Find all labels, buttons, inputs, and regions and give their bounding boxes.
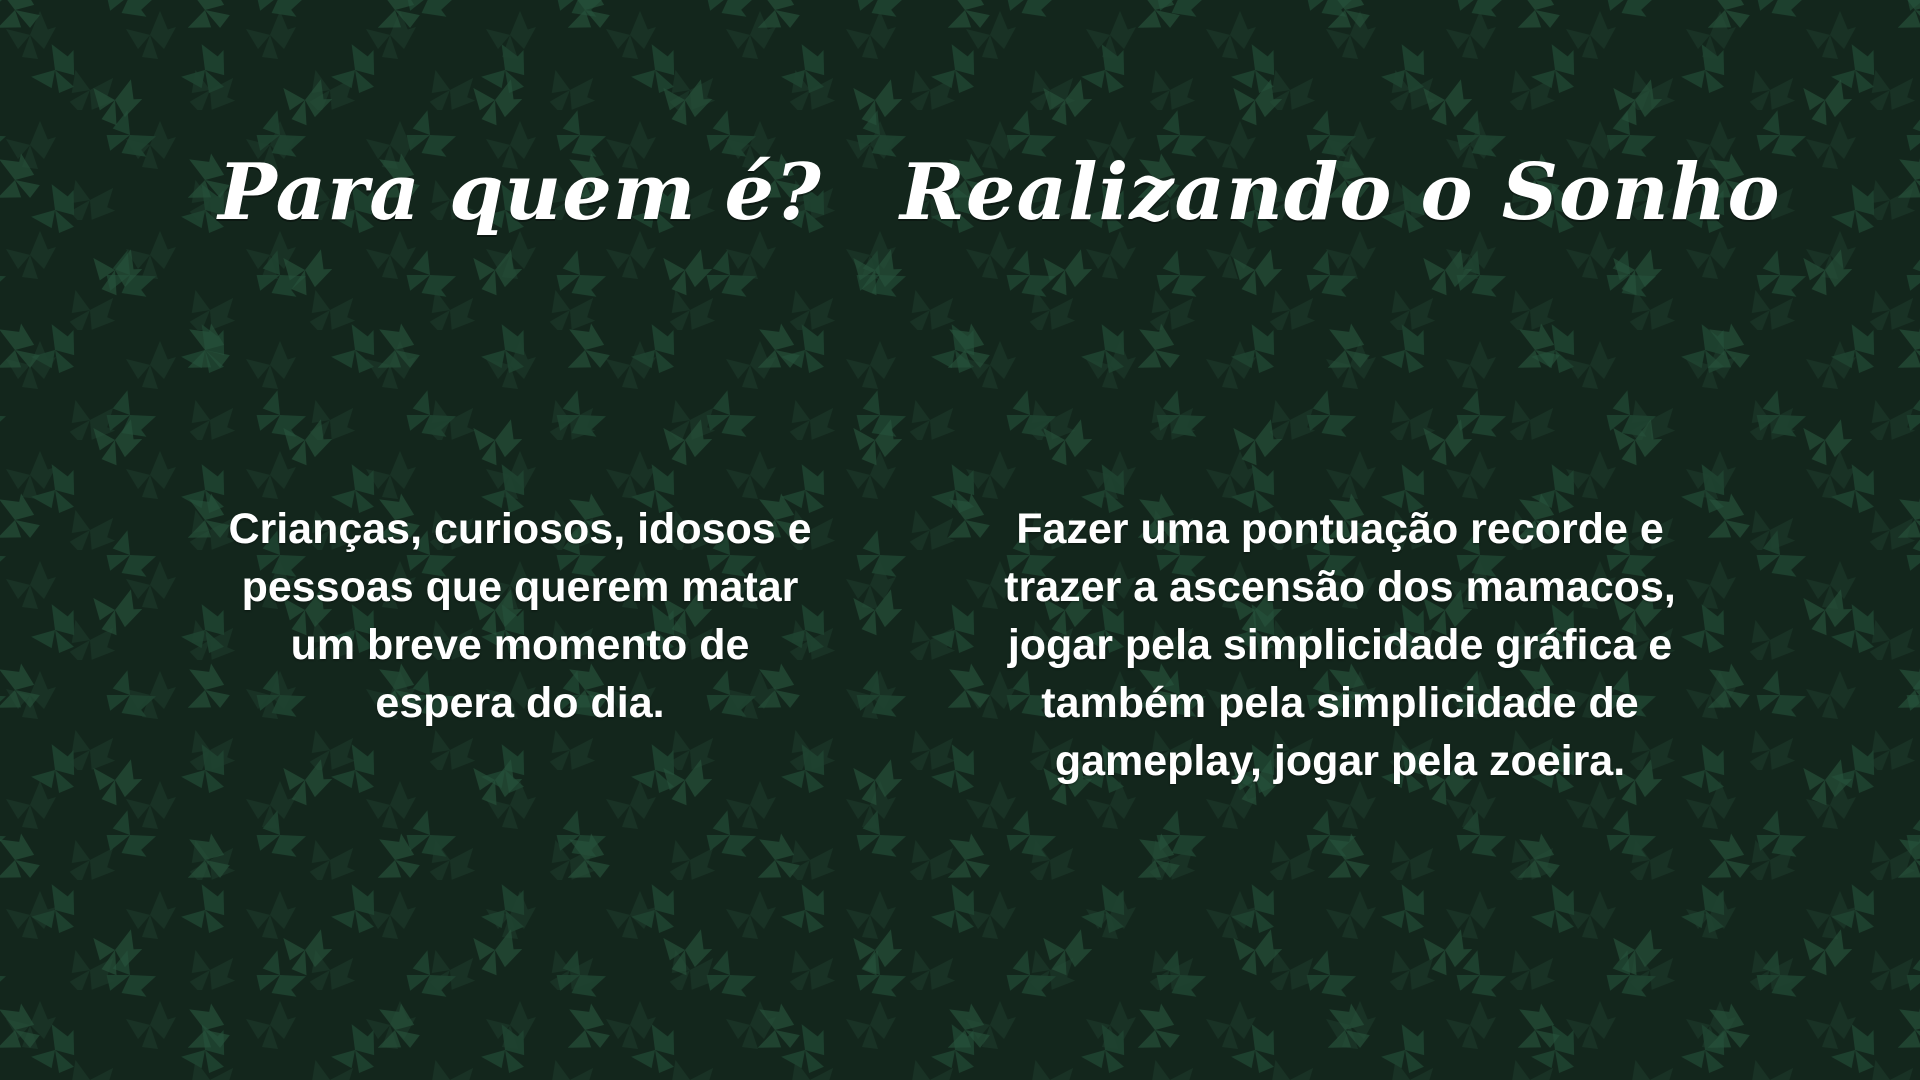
target-audience-title: Para quem é? — [218, 147, 822, 238]
column-target-audience — [200, 0, 840, 1080]
dream-text: Fazer uma pontuação recorde e trazer a ascensão dos mamacos, jogar pela simplicidade gráfica e também pela simplicidade de gameplay, jogar pela zoeira. — [1004, 505, 1676, 785]
dream-title: Realizando o Sonho — [900, 147, 1781, 238]
target-audience-text: Crianças, curiosos, idosos e pessoas que querem matar um breve momento de espera do dia. — [228, 505, 812, 727]
column-dream — [900, 0, 1780, 1080]
